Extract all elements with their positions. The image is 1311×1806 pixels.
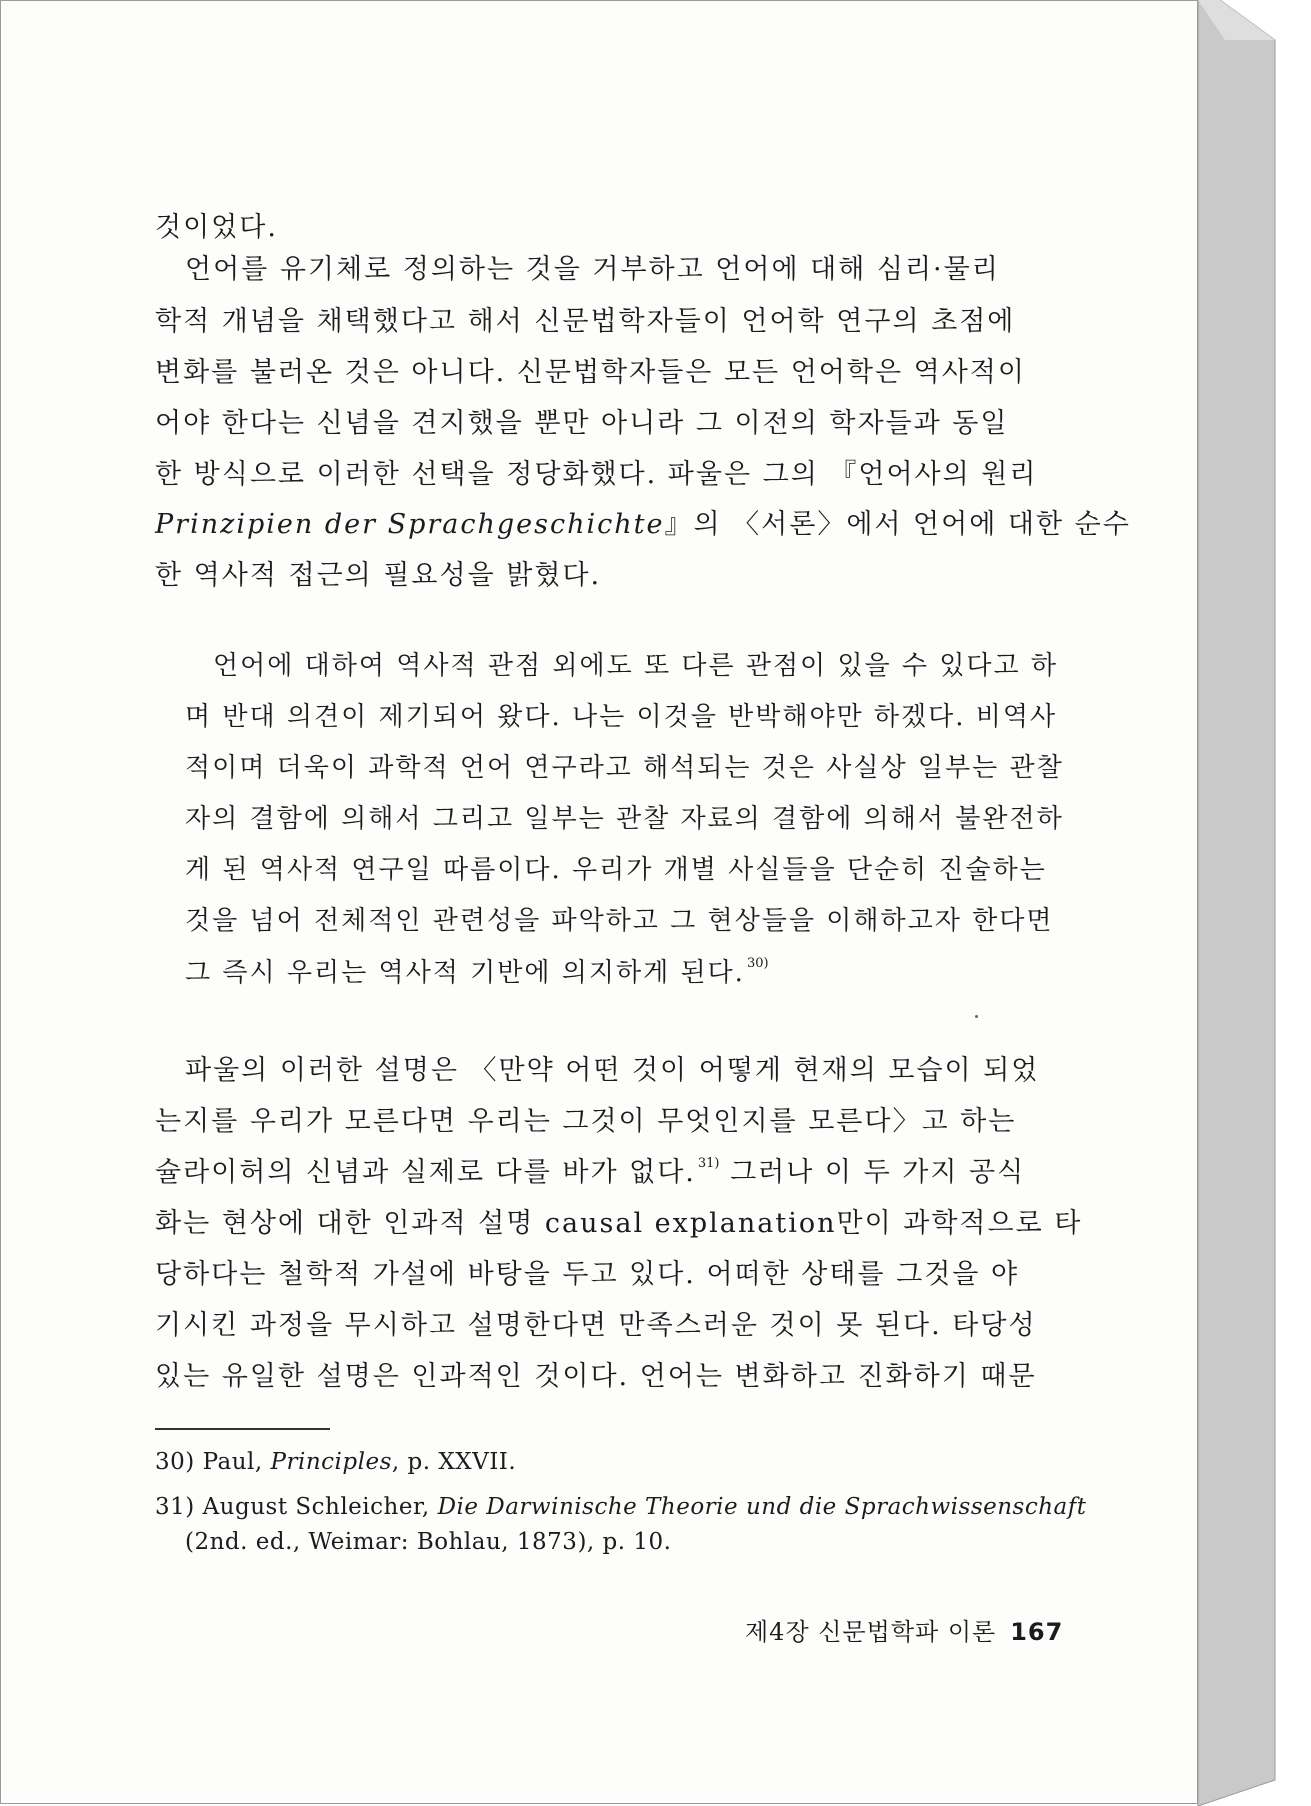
quote-line-7	[185, 953, 769, 998]
footnote-31-continuation: (2nd. ed., Weimar: Bohlau, 1873), p. 10.	[185, 1529, 672, 1555]
footnote-divider	[155, 1428, 330, 1430]
chapter-title: 제4장 신문법학파 이론	[745, 1618, 997, 1646]
footnote-30-number: 30)	[155, 1449, 195, 1475]
quote-line-2: 며 반대 의견이 제기되어 왔다. 나는 이것을 반박해야만 하겠다. 비역사	[185, 702, 1058, 732]
paragraph-3-line-4: 화는 현상에 대한 인과적 설명 causal explanation만이 과학적으로 타	[155, 1208, 1083, 1239]
paragraph-3-line-3	[155, 1153, 1025, 1198]
quote-line-4: 자의 결함에 의해서 그리고 일부는 관찰 자료의 결함에 의해서 불완전하	[185, 804, 1064, 834]
paragraph-1-line: 것이었다.	[155, 212, 278, 243]
paragraph-3-line-2: 는지를 우리가 모른다면 우리는 그것이 무엇인지를 모른다〉고 하는	[155, 1106, 1017, 1137]
footnote-31-author: August Schleicher,	[202, 1494, 438, 1520]
paragraph-2-line-6-rest: 』의 〈서론〉에서 언어에 대한 순수	[664, 509, 1131, 540]
paragraph-2-line-3: 변화를 불러온 것은 아니다. 신문법학자들은 모든 언어학은 역사적이	[155, 357, 1026, 388]
footnote-30-rest: , p. XXVII.	[391, 1449, 517, 1475]
footnote-ref-31: 31)	[697, 1156, 720, 1171]
paragraph-3-line-1: 파울의 이러한 설명은 〈만약 어떤 것이 어떻게 현재의 모습이 되었	[185, 1055, 1040, 1086]
page-number: 167	[1010, 1618, 1064, 1646]
speck	[975, 1015, 978, 1018]
book-title-italic: Prinzipien der Sprachgeschichte	[155, 509, 665, 540]
quote-line-5: 게 된 역사적 연구일 따름이다. 우리가 개별 사실들을 단순히 진술하는	[185, 855, 1047, 885]
footnote-30-author: Paul,	[202, 1449, 271, 1475]
footnote-31-number: 31)	[155, 1494, 195, 1520]
paragraph-3-line-7: 있는 유일한 설명은 인과적인 것이다. 언어는 변화하고 진화하기 때문	[155, 1361, 1037, 1392]
paragraph-3-line-5: 당하다는 철학적 가설에 바탕을 두고 있다. 어떠한 상태를 그것을 야	[155, 1259, 1020, 1290]
quote-line-1: 언어에 대하여 역사적 관점 외에도 또 다른 관점이 있을 수 있다고 하	[213, 651, 1059, 681]
paragraph-2-line-1: 언어를 유기체로 정의하는 것을 거부하고 언어에 대해 심리·물리	[185, 254, 1000, 285]
paragraph-3-line-3-text: 슐라이허의 신념과 실제로 다를 바가 없다.	[155, 1157, 696, 1188]
paragraph-3-line-6: 기시킨 과정을 무시하고 설명한다면 만족스러운 것이 못 된다. 타당성	[155, 1310, 1037, 1341]
footnote-31	[155, 1491, 1087, 1523]
footnote-ref-30: 30)	[746, 956, 769, 971]
paragraph-2-line-2: 학적 개념을 채택했다고 해서 신문법학자들이 언어학 연구의 초점에	[155, 306, 1016, 337]
paragraph-2-line-4: 어야 한다는 신념을 견지했을 뿐만 아니라 그 이전의 학자들과 동일	[155, 408, 1009, 439]
paragraph-2-line-6	[155, 505, 1131, 545]
footnote-30	[155, 1446, 516, 1478]
quote-last-text: 그 즉시 우리는 역사적 기반에 의지하게 된다.	[185, 958, 745, 988]
paragraph-2-line-5: 한 방식으로 이러한 선택을 정당화했다. 파울은 그의 『언어사의 원리	[155, 459, 1038, 490]
footnote-30-title: Principles	[270, 1449, 392, 1475]
paragraph-3-line-3-rest: 그러나 이 두 가지 공식	[719, 1157, 1026, 1188]
paragraph-2-line-7: 한 역사적 접근의 필요성을 밝혔다.	[155, 560, 602, 591]
quote-line-6: 것을 넘어 전체적인 관련성을 파악하고 그 현상들을 이해하고자 한다면	[185, 906, 1054, 936]
footnote-31-title: Die Darwinische Theorie und die Sprachwissenschaft	[437, 1494, 1087, 1520]
quote-line-3: 적이며 더욱이 과학적 언어 연구라고 해석되는 것은 사실상 일부는 관찰	[185, 753, 1064, 783]
running-footer	[745, 1612, 1063, 1647]
